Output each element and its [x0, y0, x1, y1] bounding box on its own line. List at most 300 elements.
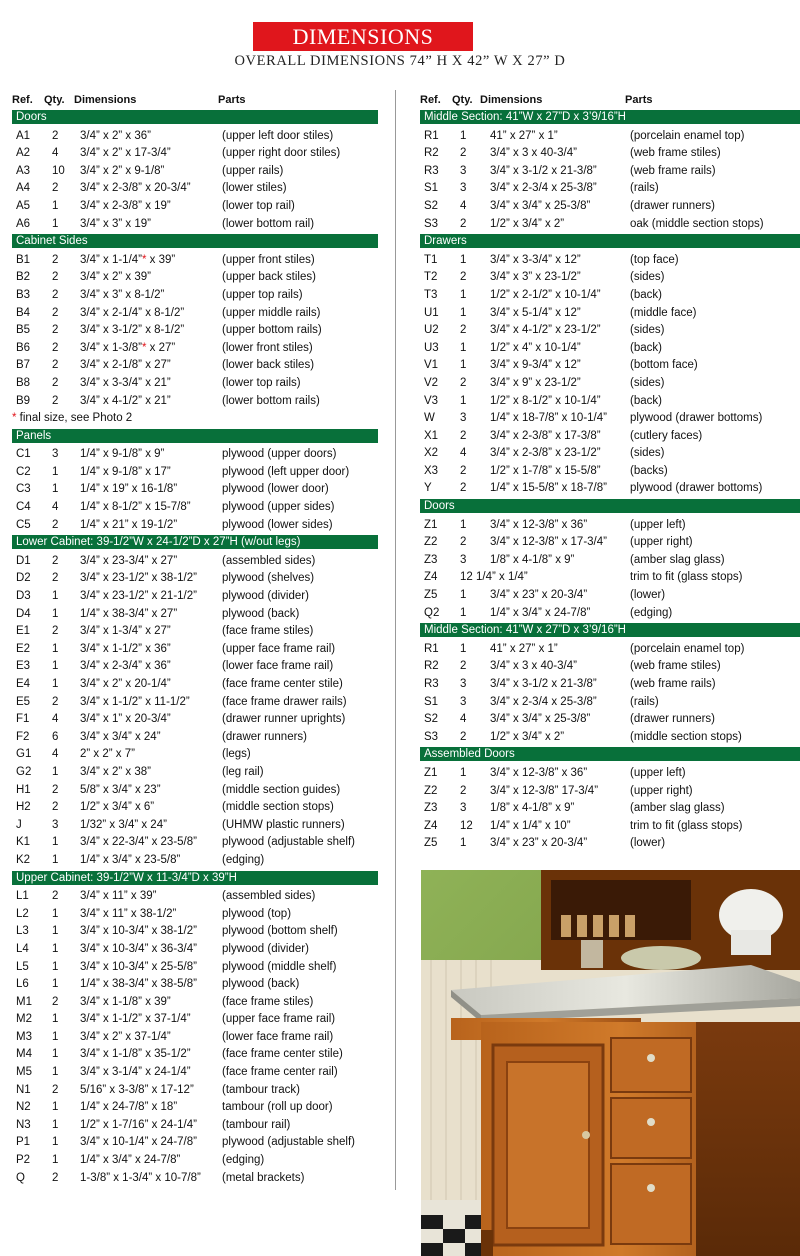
dims-cell: 2” x 2” x 7” — [80, 748, 135, 761]
parts-header: Parts — [218, 94, 246, 106]
table-row — [12, 834, 378, 852]
ref-cell: B1 — [16, 253, 31, 266]
qty-cell: 2 — [52, 359, 59, 372]
dims-cell: 1/4” x 3/4” x 23-5/8” — [80, 853, 181, 866]
dims-cell: 3/4” x 3” x 8-1/2” — [80, 288, 165, 301]
section-title: Panels — [12, 429, 378, 443]
table-row — [12, 782, 378, 800]
qty-cell: 2 — [460, 464, 467, 477]
parts-cell: plywood (bottom shelf) — [222, 925, 338, 938]
ref-cell: Z1 — [424, 766, 438, 779]
table-row — [12, 888, 378, 906]
dims-cell: 3/4” x 23-1/2” x 21-1/2” — [80, 590, 197, 603]
qty-cell: 1 — [52, 642, 59, 655]
ref-cell: M2 — [16, 1013, 32, 1026]
ref-header: Ref. — [12, 94, 33, 106]
dims-cell: 1/2” x 1-7/8” x 15-5/8” — [490, 464, 601, 477]
table-row — [12, 517, 378, 535]
ref-cell: B8 — [16, 376, 31, 389]
table-row — [12, 676, 378, 694]
ref-cell: V2 — [424, 376, 439, 389]
ref-cell: S1 — [424, 182, 439, 195]
parts-cell: plywood (drawer bottoms) — [630, 482, 763, 495]
ref-cell: L6 — [16, 978, 29, 991]
ref-cell: B9 — [16, 394, 31, 407]
qty-cell: 2 — [460, 376, 467, 389]
qty-cell: 1 — [460, 518, 467, 531]
qty-cell: 1 — [460, 394, 467, 407]
parts-cell: (face frame center stile) — [222, 678, 343, 690]
ref-cell: C5 — [16, 518, 31, 531]
qty-cell: 2 — [460, 730, 467, 743]
dims-cell: 3/4” x 2” x 36” — [80, 129, 151, 142]
table-row — [12, 923, 378, 941]
qty-cell: 4 — [52, 501, 59, 514]
dims-cell: 3/4” x 3-1/4” x 24-1/4” — [80, 1066, 191, 1079]
dims-cell: 3/4” x 11” x 39” — [80, 890, 157, 903]
table-row — [12, 1152, 378, 1170]
ref-cell: A5 — [16, 199, 31, 212]
qty-cell: 2 — [52, 288, 59, 301]
parts-cell: (middle section guides) — [222, 783, 341, 796]
ref-cell: R3 — [424, 678, 439, 690]
parts-cell: plywood (back) — [222, 607, 300, 620]
qty-cell: 12 — [460, 819, 473, 832]
parts-cell: (face frame stiles) — [222, 995, 314, 1008]
dims-cell: 1/4” x 9-1/8” x 9” — [80, 448, 165, 461]
ref-cell: A1 — [16, 129, 31, 142]
parts-cell: (amber slag glass) — [630, 802, 725, 815]
table-row — [420, 216, 800, 234]
qty-cell: 2 — [52, 324, 59, 337]
qty-header: Qty. — [452, 94, 473, 106]
parts-cell: trim to fit (glass stops) — [630, 571, 743, 584]
ref-cell: R2 — [424, 147, 439, 160]
parts-cell: (upper back stiles) — [222, 271, 316, 284]
dims-cell: 3/4” x 12-3/8” x 17-3/4” — [490, 536, 607, 549]
qty-cell: 4 — [460, 447, 467, 460]
qty-cell: 4 — [460, 713, 467, 726]
table-row — [12, 1046, 378, 1064]
parts-cell: (face frame center stile) — [222, 1048, 343, 1061]
dims-cell: 3/4” x 2-3/4 x 25-3/8” — [490, 182, 597, 195]
qty-cell: 1 — [460, 288, 467, 301]
dims-cell: 3/4” x 1-1/8” x 39” — [80, 995, 171, 1008]
ref-cell: P1 — [16, 1136, 31, 1149]
ref-cell: C2 — [16, 465, 31, 478]
ref-cell: E3 — [16, 660, 31, 673]
parts-cell: (lower top rail) — [222, 199, 295, 212]
parts-cell: (upper bottom rails) — [222, 324, 322, 337]
dims-cell: 3/4” x 23” x 20-3/4” — [490, 837, 588, 850]
qty-cell: 2 — [52, 376, 59, 389]
table-row — [12, 375, 378, 393]
qty-cell: 4 — [460, 199, 467, 212]
qty-cell: 2 — [460, 271, 467, 284]
section-header — [12, 110, 378, 128]
qty-cell: 2 — [52, 625, 59, 638]
section-header — [12, 535, 378, 553]
qty-cell: 6 — [52, 730, 59, 743]
section-header — [420, 110, 800, 128]
table-row — [12, 570, 378, 588]
table-row — [12, 658, 378, 676]
ref-cell: L4 — [16, 942, 29, 955]
qty-cell: 3 — [460, 553, 467, 566]
qty-cell: 2 — [52, 890, 59, 903]
parts-cell: (upper left) — [630, 518, 686, 531]
ref-cell: B4 — [16, 306, 31, 319]
parts-cell: (sides) — [630, 447, 665, 460]
dims-cell: 3/4” x 3/4” x 25-3/8” — [490, 713, 591, 726]
qty-cell: 1 — [52, 217, 59, 230]
ref-cell: X2 — [424, 447, 439, 460]
page-title: DIMENSIONS — [253, 22, 473, 51]
section-header — [420, 623, 800, 641]
table-row — [420, 783, 800, 801]
parts-cell: plywood (lower sides) — [222, 518, 333, 531]
ref-cell: R2 — [424, 660, 439, 673]
qty-cell: 2 — [460, 482, 467, 495]
dims-cell: 1/4” x 24-7/8” x 18” — [80, 1101, 178, 1114]
parts-cell: (back) — [630, 288, 662, 301]
footnote: * final size, see Photo 2 — [12, 412, 133, 425]
qty-cell: 1 — [52, 1066, 59, 1079]
qty-cell: 2 — [52, 572, 59, 585]
dims-cell: 3/4” x 1-1/4”* x 39” — [80, 253, 176, 266]
ref-cell: X1 — [424, 429, 439, 442]
table-row — [12, 906, 378, 924]
dims-cell: 1/32” x 3/4” x 24” — [80, 818, 167, 831]
parts-cell: (drawer runners) — [630, 713, 715, 726]
dims-cell: 3/4” x 1-3/4” x 27” — [80, 625, 171, 638]
dims-cell: 1/4” x 18-7/8” x 10-1/4” — [490, 412, 607, 425]
ref-cell: D2 — [16, 572, 31, 585]
dims-cell: 3/4” x 1-3/8”* x 27” — [80, 341, 176, 354]
table-row — [12, 128, 378, 146]
dims-cell: 3/4” x 5-1/4” x 12” — [490, 306, 581, 319]
parts-cell: (edging) — [222, 1154, 265, 1167]
table-row — [420, 357, 800, 375]
parts-cell: (upper face frame rail) — [222, 642, 336, 655]
parts-cell: plywood (divider) — [222, 942, 309, 955]
page-subtitle: OVERALL DIMENSIONS 74” H X 42” W X 27” D — [234, 53, 566, 69]
table-row — [12, 269, 378, 287]
ref-cell: H2 — [16, 801, 31, 814]
table-row — [420, 641, 800, 659]
dims-cell: 3/4” x 2” x 17-3/4” — [80, 147, 171, 160]
parts-cell: (edging) — [630, 606, 673, 619]
table-row — [420, 287, 800, 305]
table-row — [12, 481, 378, 499]
qty-cell: 1 — [52, 925, 59, 938]
dims-cell: 3/4” x 22-3/4” x 23-5/8” — [80, 836, 197, 849]
ref-cell: S3 — [424, 217, 439, 230]
ref-cell: T1 — [424, 253, 438, 266]
ref-cell: R3 — [424, 164, 439, 177]
qty-cell: 1 — [52, 590, 59, 603]
ref-cell: Z5 — [424, 837, 438, 850]
dims-cell: 3/4” x 1-1/2” x 11-1/2” — [80, 695, 190, 708]
qty-header: Qty. — [44, 94, 65, 106]
ref-cell: U1 — [424, 306, 439, 319]
section-title: Doors — [420, 499, 800, 513]
ref-cell: E2 — [16, 642, 31, 655]
ref-cell: W — [424, 412, 435, 425]
section-header — [420, 747, 800, 765]
table-row — [420, 252, 800, 270]
parts-cell: (lower bottom rails) — [222, 394, 320, 407]
table-row — [420, 676, 800, 694]
table-row — [420, 517, 800, 535]
parts-cell: (drawer runners) — [222, 730, 307, 743]
ref-cell: N2 — [16, 1101, 31, 1114]
table-row — [12, 553, 378, 571]
table-row — [420, 694, 800, 712]
parts-cell: (drawer runner uprights) — [222, 713, 346, 726]
parts-cell: (amber slag glass) — [630, 553, 725, 566]
qty-cell: 1 — [460, 253, 467, 266]
ref-cell: S2 — [424, 199, 439, 212]
section-title: Assembled Doors — [420, 747, 800, 761]
qty-cell: 1 — [52, 1154, 59, 1167]
qty-cell: 1 — [460, 589, 467, 602]
qty-cell: 10 — [52, 164, 65, 177]
parts-cell: (edging) — [222, 853, 265, 866]
dims-cell: 3/4” x 4-1/2” x 21” — [80, 394, 171, 407]
left-column-header — [12, 94, 378, 109]
qty-cell: 2 — [52, 129, 59, 142]
qty-cell: 3 — [460, 412, 467, 425]
asterisk-mark: * — [142, 253, 147, 266]
dims-cell: 3/4” x 23-3/4” x 27” — [80, 554, 178, 567]
parts-cell: (tambour rail) — [222, 1118, 291, 1131]
qty-cell: 2 — [460, 784, 467, 797]
ref-cell: U3 — [424, 341, 439, 354]
ref-cell: E1 — [16, 625, 31, 638]
ref-cell: K1 — [16, 836, 31, 849]
dims-cell: 1/4” x 19” x 16-1/8” — [80, 483, 178, 496]
table-row — [12, 340, 378, 358]
section-header — [12, 429, 378, 447]
qty-cell: 1 — [52, 836, 59, 849]
qty-cell: 1 — [460, 306, 467, 319]
dims-cell: 1/2” x 8-1/2” x 10-1/4” — [490, 394, 601, 407]
ref-cell: B7 — [16, 359, 31, 372]
ref-cell: Z3 — [424, 802, 438, 815]
qty-cell: 3 — [460, 695, 467, 708]
ref-cell: A2 — [16, 147, 31, 160]
parts-cell: (rails) — [630, 182, 659, 195]
parts-cell: (leg rail) — [222, 765, 264, 778]
parts-cell: (back) — [630, 394, 662, 407]
ref-header: Ref. — [420, 94, 441, 106]
parts-cell: (cutlery faces) — [630, 429, 703, 442]
dims-cell: 1/4” x 3/4” x 24-7/8” — [490, 606, 591, 619]
cabinet-photo — [421, 870, 800, 1256]
qty-cell: 3 — [52, 818, 59, 831]
ref-cell: T3 — [424, 288, 438, 301]
qty-cell: 2 — [52, 995, 59, 1008]
qty-cell: 1 — [52, 483, 59, 496]
ref-cell: S1 — [424, 695, 439, 708]
qty-cell: 1 — [460, 766, 467, 779]
qty-cell: 2 — [52, 801, 59, 814]
dims-cell: 1/4” x 1/4” x 10” — [490, 819, 571, 832]
table-row — [12, 959, 378, 977]
ref-cell: C1 — [16, 448, 31, 461]
dims-cell: 1/4” x 21” x 19-1/2” — [80, 518, 178, 531]
ref-cell: C4 — [16, 501, 31, 514]
section-header — [420, 234, 800, 252]
table-row — [12, 1011, 378, 1029]
table-row — [420, 587, 800, 605]
table-row — [420, 198, 800, 216]
parts-cell: (lower face frame rail) — [222, 1030, 334, 1043]
ref-cell: L1 — [16, 890, 29, 903]
ref-cell: D1 — [16, 554, 31, 567]
dims-cell: 1/8” x 4-1/8” x 9” — [490, 802, 575, 815]
ref-cell: Q — [16, 1171, 25, 1184]
dims-cell: 1/2” x 4” x 10-1/4” — [490, 341, 581, 354]
ref-cell: S3 — [424, 730, 439, 743]
dims-cell: 1-3/8” x 1-3/4” x 10-7/8” — [80, 1171, 201, 1184]
qty-cell: 1 — [52, 853, 59, 866]
table-row — [12, 163, 378, 181]
parts-cell: (UHMW plastic runners) — [222, 818, 345, 831]
dims-cell: 1/2” x 3/4” x 6” — [80, 801, 155, 814]
ref-cell: D3 — [16, 590, 31, 603]
parts-cell: (metal brackets) — [222, 1171, 305, 1184]
parts-cell: (sides) — [630, 271, 665, 284]
parts-cell: plywood (adjustable shelf) — [222, 836, 355, 849]
table-row — [420, 340, 800, 358]
dims-header: Dimensions — [480, 94, 543, 106]
table-row — [12, 198, 378, 216]
ref-cell: Y — [424, 482, 432, 495]
dims-cell: 3/4” x 3/4” x 24” — [80, 730, 161, 743]
dims-cell: 1/2” x 3/4” x 2” — [490, 730, 565, 743]
qty-cell: 2 — [52, 271, 59, 284]
qty-cell: 1 — [460, 606, 467, 619]
parts-cell: (lower) — [630, 589, 666, 602]
qty-cell: 2 — [460, 660, 467, 673]
parts-cell: (sides) — [630, 376, 665, 389]
table-row — [12, 357, 378, 375]
ref-cell: Z3 — [424, 553, 438, 566]
table-row — [12, 287, 378, 305]
table-row — [12, 799, 378, 817]
ref-cell: B6 — [16, 341, 31, 354]
dims-cell: 3/4” x 3 x 40-3/4” — [490, 660, 577, 673]
qty-cell: 1 — [460, 837, 467, 850]
dims-cell: 3/4” x 2-1/4” x 8-1/2” — [80, 306, 185, 319]
table-row — [12, 729, 378, 747]
section-header — [12, 871, 378, 889]
table-row — [12, 1134, 378, 1152]
qty-cell: 1 — [52, 1030, 59, 1043]
table-row — [12, 446, 378, 464]
parts-cell: plywood (divider) — [222, 590, 309, 603]
qty-cell: 1 — [52, 678, 59, 690]
table-row — [12, 641, 378, 659]
dims-cell: 1/2” x 2-1/2” x 10-1/4” — [490, 288, 601, 301]
qty-cell: 1 — [460, 642, 467, 655]
dims-cell: 1/4” x 15-5/8” x 18-7/8” — [490, 482, 607, 495]
dims-cell: 3/4” x 3 x 40-3/4” — [490, 147, 577, 160]
table-row — [420, 463, 800, 481]
parts-cell: (lower face frame rail) — [222, 660, 334, 673]
qty-cell: 1 — [52, 765, 59, 778]
parts-cell: plywood (adjustable shelf) — [222, 1136, 355, 1149]
dims-cell: 3/4” x 2” x 20-1/4” — [80, 678, 171, 690]
dims-cell: 3/4” x 12-3/8” 17-3/4” — [490, 784, 599, 797]
parts-cell: (drawer runners) — [630, 199, 715, 212]
table-row — [420, 765, 800, 783]
ref-cell: K2 — [16, 853, 31, 866]
table-row — [420, 322, 800, 340]
parts-cell: (upper right door stiles) — [222, 147, 341, 160]
table-row — [420, 128, 800, 146]
dims-cell: 3/4” x 2-3/8” x 23-1/2” — [490, 447, 601, 460]
qty-cell: 4 — [52, 713, 59, 726]
dims-cell: 3/4” x 2” x 39” — [80, 271, 151, 284]
dims-cell: 3/4” x 1-1/2” x 37-1/4” — [80, 1013, 191, 1026]
qty-cell: 2 — [52, 695, 59, 708]
table-row — [420, 534, 800, 552]
qty-cell: 1 — [52, 960, 59, 973]
parts-cell: (backs) — [630, 464, 668, 477]
qty-cell: 12 1/4” x 1/4” — [460, 571, 528, 584]
parts-cell: plywood (upper sides) — [222, 501, 335, 514]
dims-cell: 1/4” x 8-1/2” x 15-7/8” — [80, 501, 191, 514]
qty-cell: 2 — [460, 217, 467, 230]
qty-cell: 2 — [460, 324, 467, 337]
table-row — [12, 1117, 378, 1135]
parts-cell: (web frame rails) — [630, 678, 716, 690]
dims-cell: 3/4” x 10-3/4” x 25-5/8” — [80, 960, 197, 973]
dims-cell: 3/4” x 10-3/4” x 36-3/4” — [80, 942, 197, 955]
ref-cell: A6 — [16, 217, 31, 230]
ref-cell: G2 — [16, 765, 32, 778]
dims-cell: 3/4” x 2-3/4” x 36” — [80, 660, 171, 673]
qty-cell: 2 — [52, 518, 59, 531]
ref-cell: T2 — [424, 271, 438, 284]
section-header — [12, 234, 378, 252]
ref-cell: U2 — [424, 324, 439, 337]
ref-cell: L3 — [16, 925, 29, 938]
table-row — [12, 746, 378, 764]
parts-cell: (upper left) — [630, 766, 686, 779]
section-title: Drawers — [420, 234, 800, 248]
section-title: Upper Cabinet: 39-1/2”W x 11-3/4”D x 39”H — [12, 871, 378, 885]
parts-cell: (middle section stops) — [630, 730, 742, 743]
parts-cell: plywood (left upper door) — [222, 465, 350, 478]
dims-cell: 3/4” x 23-1/2” x 38-1/2” — [80, 572, 197, 585]
parts-cell: (sides) — [630, 324, 665, 337]
dims-cell: 3/4” x 2-3/8” x 20-3/4” — [80, 182, 191, 195]
ref-cell: M5 — [16, 1066, 32, 1079]
ref-cell: L5 — [16, 960, 29, 973]
parts-cell: plywood (lower door) — [222, 483, 329, 496]
parts-cell: plywood (top) — [222, 907, 292, 920]
table-row — [420, 729, 800, 747]
parts-cell: (porcelain enamel top) — [630, 129, 745, 142]
table-row — [420, 393, 800, 411]
table-row — [12, 180, 378, 198]
ref-cell: N3 — [16, 1118, 31, 1131]
parts-cell: trim to fit (glass stops) — [630, 819, 743, 832]
